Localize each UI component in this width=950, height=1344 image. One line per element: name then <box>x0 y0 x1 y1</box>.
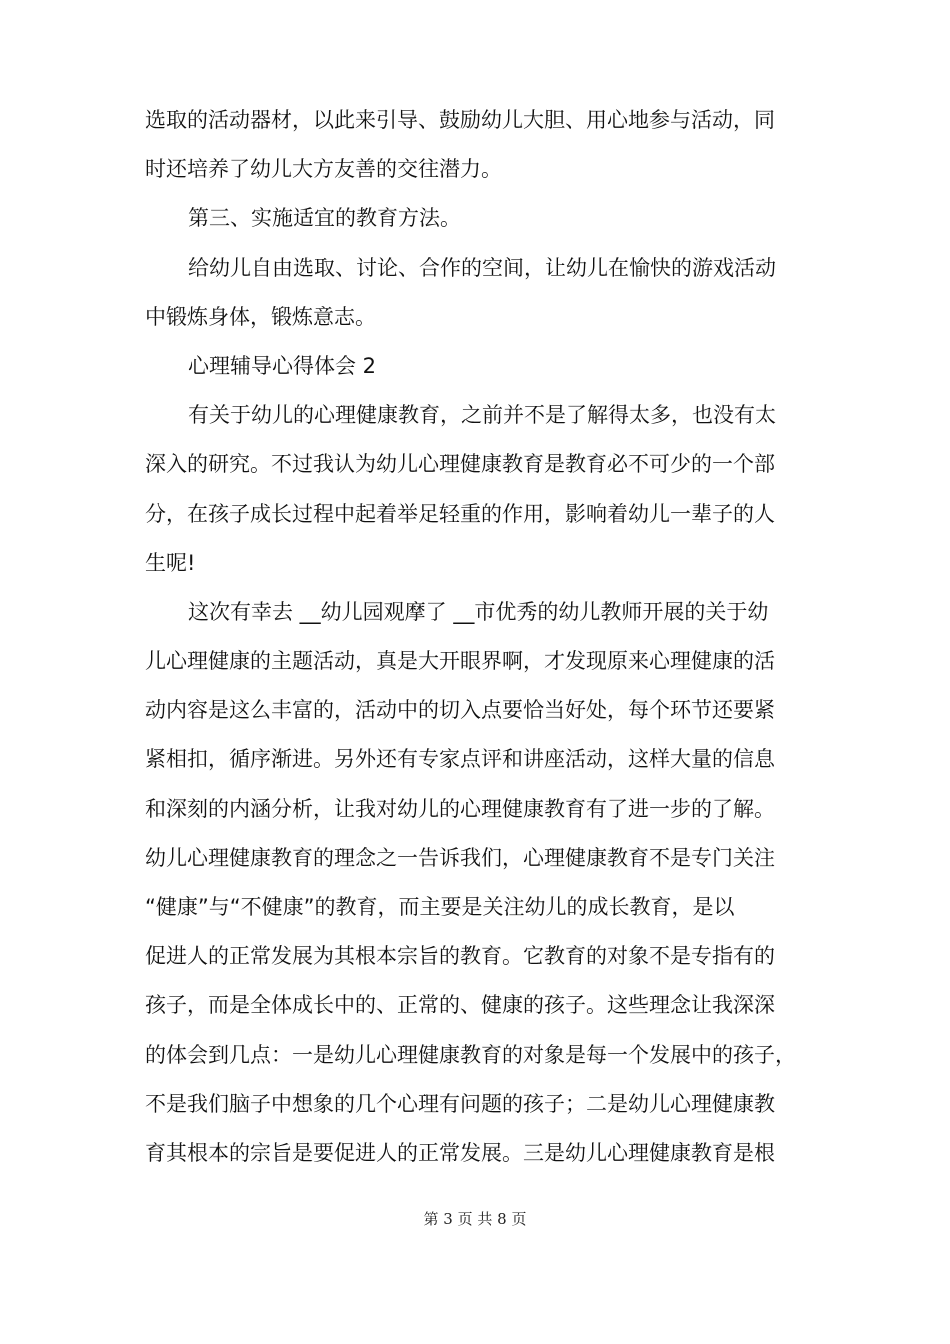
text-line: 孩子，而是全体成长中的、正常的、健康的孩子。这些理念让我深深 <box>145 993 775 1018</box>
text-line: 和深刻的内涵分析，让我对幼儿的心理健康教育有了进一步的了解。 <box>145 796 775 821</box>
page-number-footer: 第 3 页 共 8 页 <box>423 1210 527 1228</box>
page-body <box>145 96 825 1178</box>
text-line: 时还培养了幼儿大方友善的交往潜力。 <box>145 157 502 182</box>
text-line: 分，在孩子成长过程中起着举足轻重的作用，影响着幼儿一辈子的人 <box>145 501 775 526</box>
section-heading: 第三、实施适宜的教育方法。 <box>188 206 461 231</box>
text-line: 动内容是这么丰富的，活动中的切入点要恰当好处，每个环节还要紧 <box>145 698 775 723</box>
text-line: 紧相扣，循序渐进。另外还有专家点评和讲座活动，这样大量的信息 <box>145 747 775 772</box>
text-line: 中锻炼身体，锻炼意志。 <box>145 304 376 329</box>
text-line: 幼儿心理健康教育的理念之一告诉我们，心理健康教育不是专门关注 <box>145 845 775 870</box>
text-line: 生呢! <box>145 550 196 575</box>
text-line: “健康”与“不健康”的教育，而主要是关注幼儿的成长教育，是以 <box>145 895 735 919</box>
text-line: 这次有幸去 __幼儿园观摩了 __市优秀的幼儿教师开展的关于幼 <box>188 599 769 624</box>
text-line: 的体会到几点：一是幼儿心理健康教育的对象是每一个发展中的孩子， <box>145 1042 796 1067</box>
text-line: 不是我们脑子中想象的几个心理有问题的孩子；二是幼儿心理健康教 <box>145 1091 775 1116</box>
section-title: 心理辅导心得体会 2 <box>188 353 377 378</box>
text-line: 选取的活动器材，以此来引导、鼓励幼儿大胆、用心地参与活动，同 <box>145 108 775 132</box>
text-line: 深入的研究。不过我认为幼儿心理健康教育是教育必不可少的一个部 <box>145 452 775 477</box>
text-line: 有关于幼儿的心理健康教育，之前并不是了解得太多，也没有太 <box>188 403 776 428</box>
text-line: 儿心理健康的主题活动，真是大开眼界啊，才发现原来心理健康的活 <box>145 649 775 674</box>
text-line: 促进人的正常发展为其根本宗旨的教育。它教育的对象不是专指有的 <box>145 944 775 969</box>
text-line: 育其根本的宗旨是要促进人的正常发展。三是幼儿心理健康教育是根 <box>145 1140 775 1165</box>
text-line: 给幼儿自由选取、讨论、合作的空间，让幼儿在愉快的游戏活动 <box>188 255 776 280</box>
